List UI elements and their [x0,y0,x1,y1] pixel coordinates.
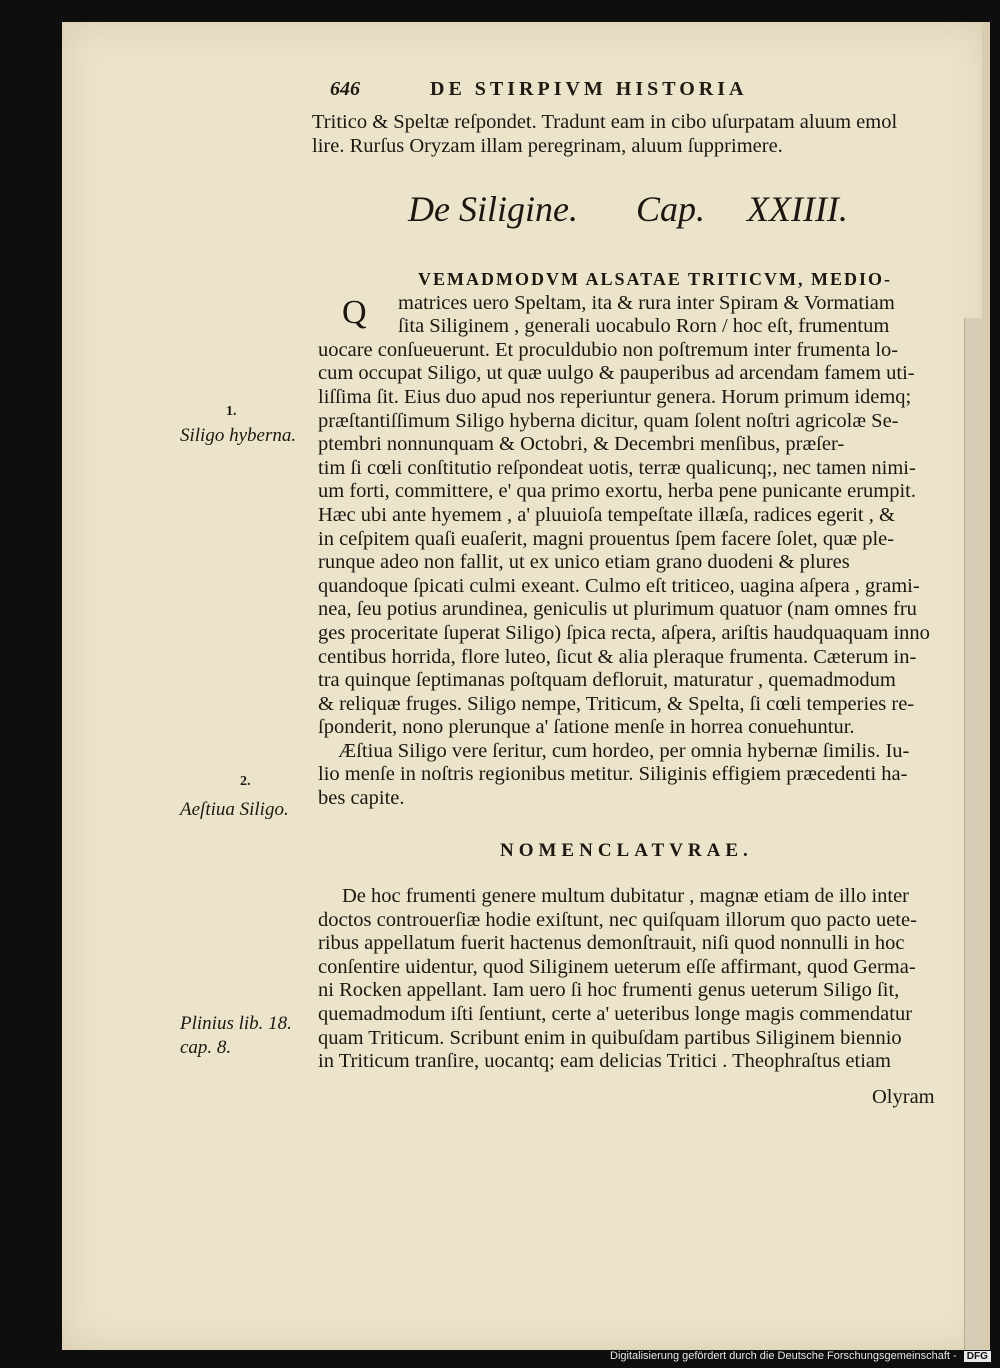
chapter-cap: Cap. [635,189,705,229]
text-line: lire. Rurſus Oryzam illam peregrinam, aluum ſupprimere. [312,134,783,157]
text-line: lio menſe in noſtris regionibus metitur. Siliginis effigiem præcedenti ha- [318,763,908,786]
text-line: ptembri nonnunquam & Octobri, & Decembri menſibus, præſer- [318,433,845,456]
running-header [330,78,890,102]
text-line: in ceſpitem quaſi euaſerit, magni prouentus ſpem facere ſolet, quæ ple- [318,527,895,550]
text-line: quemadmodum iſti ſentiunt, certe a' ueteribus longe magis commendatur [318,1002,913,1025]
text-line: Hæc ubi ante hyemem , a' pluuioſa tempeſtate illæſa, radices egerit , & [318,503,895,526]
opening-caps-line: VEMADMODVM ALSATAE TRITICVM, MEDIO- [418,269,893,289]
chapter-numeral: XXIIII. [746,189,848,229]
text-line: præſtantiſſimum Siligo hyberna dicitur, quam ſolent noſtri agricolæ Se- [318,409,899,432]
text-line: Æſtiua Siligo vere ſeritur, cum hordeo, per omnia hybernæ ſimilis. Iu- [338,739,910,762]
text-line: ni Rocken appellant. Iam uero ſi hoc frumenti genus ueterum Siligo ſit, [318,979,900,1002]
text-line: conſentire uidentur, quod Siliginem ueterum eſſe affirmant, quod Germa- [318,955,916,978]
text-line: ribus appellatum fuerit hactenus demonſtrauit, niſi quod nonnulli in hoc [318,932,905,955]
running-title: DE STIRPIVM HISTORIA [430,78,748,100]
text-line: uocare conſueuerunt. Et proculdubio non poſtremum inter frumenta lo- [318,338,899,361]
text-line: in Triticum tranſire, uocantq; eam delicias Tritici . Theophraſtus etiam [318,1050,891,1073]
page-edge [982,22,990,1350]
text-line: quam Triticum. Scribunt enim in quibuſdam partibus Siliginem biennio [318,1026,902,1049]
catchword: Olyram [872,1086,935,1108]
drop-cap: Q [342,294,367,331]
chapter-heading [408,188,848,230]
text-line: um forti, committere, e' qua primo exortu, herba pene punicante erumpit. [318,480,916,503]
margin-note: Aeſtiua Siligo. [180,799,289,820]
page-number: 646 [330,78,360,100]
text-line: tim ſi cœli conſtitutio reſpondeat uotis, terræ qualicunq;, nec tamen nimi- [318,456,916,479]
margin-number: 1. [226,404,237,419]
text-line: doctos controuerſiæ hodie exiſtunt, nec quiſquam illorum quo pacto uete- [318,908,917,931]
text-line: centibus horrida, flore luteo, ſicut & alia pleraque frumenta. Cæterum in- [318,645,917,668]
text-line: & reliquæ fruges. Siligo nempe, Triticum, & Spelta, ſi cœli temperies re- [318,692,915,715]
margin-note: Plinius lib. 18. [180,1013,292,1034]
chapter-title: De Siligine. [408,189,578,229]
intro-paragraph [312,111,897,158]
text-line: matrices uero Speltam, ita & rura inter Spiram & Vormatiam [398,291,895,314]
text-line: cum occupat Siligo, ut quæ uulgo & pauperibus ad arcendam famem uti- [318,362,915,385]
dfg-logo: DFG [964,1351,991,1362]
credit-text: Digitalisierung gefördert durch die Deutsche Forschungsgemeinschaft - [610,1350,957,1362]
margin-note: cap. 8. [180,1037,232,1058]
margin-number: 2. [240,774,251,789]
text-line: bes capite. [318,787,405,810]
text-line: ſita Siliginem , generali uocabulo Rorn / hoc eſt, frumentum [398,315,890,338]
text-line: Tritico & Speltæ reſpondet. Tradunt eam in cibo uſurpatam aluum emol [312,111,898,133]
text-line: De hoc frumenti genere multum dubitatur , magnæ etiam de illo inter [342,885,910,907]
text-line: runque adeo non fallit, ut ex unico etiam grano duodeni & plures [318,551,850,574]
main-paragraph [318,268,930,811]
section-heading: NOMENCLATVRAE. [500,840,753,861]
text-line: nea, ſeu potius arundinea, geniculis ut plurimum quatuor (nam omnes fru [318,598,917,621]
digitization-credit [610,1350,991,1362]
text-line: ges proceritate ſuperat Siligo) ſpica recta, aſpera, ariſtis haudquaquam inno [318,621,930,644]
scan-edge-strip [964,318,983,1350]
text-line: tra quinque ſeptimanas poſtquam defloruit, maturatur , quemadmodum [318,669,896,692]
text-line: quandoque ſpicati culmi exeant. Culmo eſt triticeo, uagina aſpera , grami- [318,574,920,597]
text-line: liſſima ſit. Eius duo apud nos reperiuntur genera. Horum primum idemq; [318,385,912,408]
nomenclature-paragraph [318,885,917,1074]
margin-note: Siligo hyberna. [180,425,297,446]
text-line: ſponderit, nono plerunque a' ſatione menſe in horrea conuehuntur. [318,716,855,739]
